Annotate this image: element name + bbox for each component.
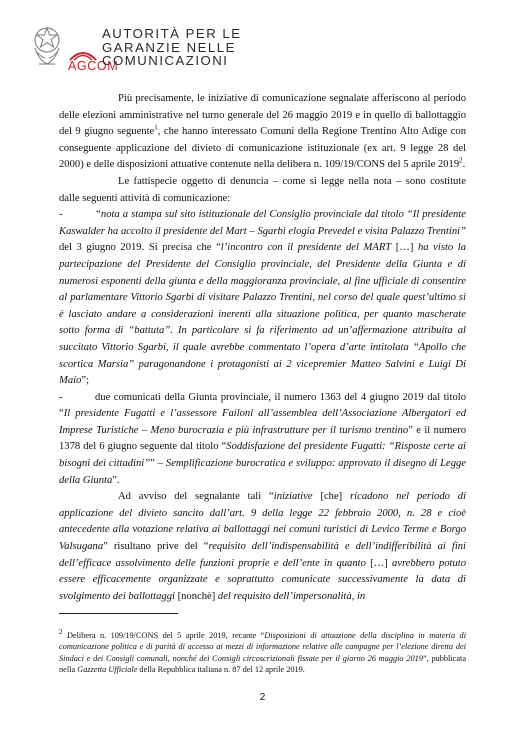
list-dash: -: [59, 391, 63, 403]
paragraph-segnalante: Ad avviso del segnalante tali “iniziative [che] ricadono nel periodo di applicazione del divieto sancito dall’art. 9 della legge 22 febbraio 2000, n. 28 e cioè antecedente alla votazione relativa ai ballottaggi nei comuni turistici di Levico Terme e Borgo Valsugana” risultano prive del “requisito dell’indispensabilità e dell’indifferibilità ai fini dell’efficace assolvimento delle funzioni proprie e dell’ente in quanto […] avrebbero potuto essere efficacemente organizzate e soprattutto comunicate successivamente la data di svolgimento dei ballottaggi [nonchè] del requisito dell’impersonalità, in: [59, 491, 467, 602]
page-number: 2: [259, 692, 266, 703]
authority-name-line: COMUNICAZIONI: [102, 53, 229, 68]
footnote-number: 2: [59, 628, 63, 637]
authority-name: [102, 27, 302, 68]
footnote: $^2$ Delibera n. 109/19/CONS del 5 aprile 2019, recante “Disposizioni di attuazione della disciplina in materia di comunicazione politica e di parità di accesso ai mezzi di informazione relative alle campagne per l’elezione diretta dei Sindaci e dei Consigli comunali, nonché dei Consigli circoscrizionali fissate per il giorno 26 maggio 2019”, pubblicata nella Gazzetta Ufficiale della Repubblica italiana n. 87 del 12 aprile 2019.: [59, 628, 467, 675]
footnote-ref: 1: [154, 123, 158, 132]
authority-name-line: AUTORITÀ PER LE: [102, 26, 242, 41]
letterhead: [30, 24, 310, 76]
list-item-communiques: - due comunicati della Giunta provinciale, il numero 1363 del 4 giugno 2019 dal titolo “Il presidente Fugatti e l’assessore Failoni all’assemblea dell’Associazione Albergatori ed Imprese Turistiche – Meno burocrazia e più infrastrutture per il turismo trentino” e il numero 1378 del 6 giugno seguente dal titolo “Soddisfazione del presidente Fugatti: “Risposte certe ai bisogni dei cittadini”” – Semplificazione burocratica e sviluppo: approvato il disegno di Legge della Giunta”.: [59, 391, 466, 486]
list-item-press-note: - “nota a stampa sul sito istituzionale del Consiglio provinciale dal titolo “Il presidente Kaswalder ha accolto il presidente del Mart – Sgarbi elogia Prevedel e visita Palazzo Trentini” del 3 giugno 2019. Si precisa che “l’incontro con il presidente del MART […] ha visto la partecipazione del Presidente del Consiglio provinciale, del Presidente della Giunta e di numerosi esponenti della giunta e della maggioranza provinciale, al fine ufficiale di consentire al parlamentare Vittorio Sgarbi di visitare Palazzo Trentini, nel corso del quale quest’ultimo si è lasciato andare a considerazioni inerenti alla situazione politica, per quanto mascherate sotto forma di “battuta”. In particolare si fa riferimento ad un’affermazione attribuita al succitato Vittorio Sgarbi, il quale avrebbe commentato l’opera d’arte intitolata “Apollo che scortica Marsia” paragonandone i protagonisti ai 2 vicepremier Matteo Salvini e Luigi Di Maio”;: [59, 209, 466, 387]
footnote-ref: 2: [459, 156, 463, 165]
document-body: [59, 91, 466, 605]
italian-republic-emblem-icon: [30, 24, 64, 68]
authority-name-line: GARANZIE NELLE: [102, 39, 236, 55]
list-dash: -: [59, 209, 63, 221]
paragraph-fattispecie: Le fattispecie oggetto di denuncia – come si legge nella nota – sono costitute dalle seguenti attività di comunicazione:: [59, 175, 466, 204]
footnote-separator: [59, 613, 178, 614]
agcom-wordmark: AGCOM: [68, 59, 119, 73]
paragraph-elections: Più precisamente, le iniziative di comunicazione segnalate afferiscono al periodo delle elezioni amministrative nel turno generale del 26 maggio 2019 e in quello di ballottaggio del 9 giugno seguente$^1$, che hanno interessato Comuni della Regione Trentino Alto Adige con conseguente applicazione del divieto di comunicazione istituzionale (ex art. 9 legge 28 del 2000) e delle disposizioni attuative contenute nella delibera n. 109/19/CONS del 5 aprile 2019$^2$.: [59, 93, 466, 171]
